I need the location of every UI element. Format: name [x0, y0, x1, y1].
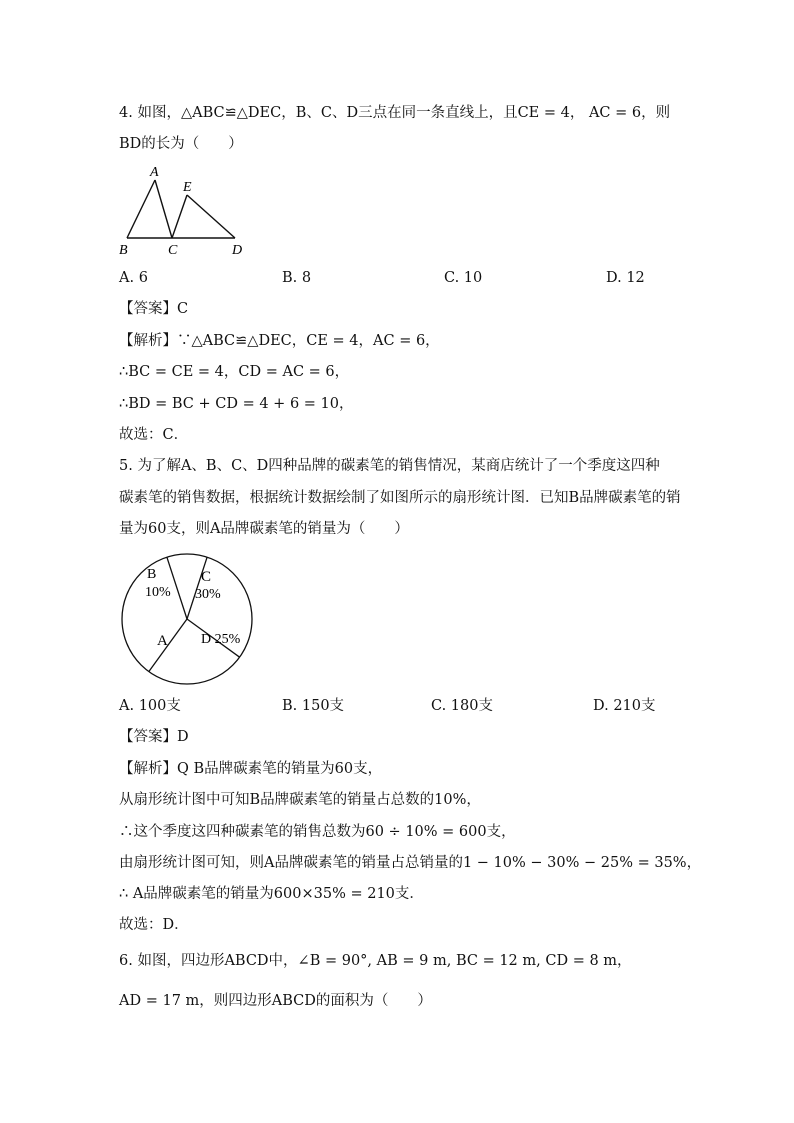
- q4-analysis-line2: ∴BC = CE = 4，CD = AC = 6，: [119, 364, 350, 380]
- q4-option-b: B. 8: [282, 270, 312, 286]
- q4-triangle-figure: [115, 160, 255, 260]
- q5-analysis-line4: 由扇形统计图可知，则A品牌碳素笔的销量占总销量的1 − 10% − 30% − 25% = 35%，: [119, 855, 702, 871]
- q4-stem-line1: 4. 如图，△ABC≌△DEC，B、C、D三点在同一条直线上，且CE = 4， AC = 6，则: [119, 105, 671, 121]
- pie-label-c: C: [201, 569, 212, 585]
- q5-analysis-line2: 从扇形统计图中可知B品牌碳素笔的销量占总数的10%，: [119, 792, 481, 808]
- q5-analysis-line5: ∴ A品牌碳素笔的销量为600×35% = 210支．: [119, 886, 424, 902]
- pie-label-b-pct: 10%: [145, 585, 171, 600]
- q4-option-d: D. 12: [606, 270, 645, 286]
- label-d: D: [232, 243, 243, 258]
- q4-option-c: C. 10: [444, 270, 483, 286]
- pie-label-a: A: [157, 633, 168, 649]
- label-b: B: [119, 243, 128, 258]
- label-e: E: [183, 180, 192, 195]
- pie-chart: [115, 550, 265, 690]
- q4-stem-line2: BD的长为（ ）: [119, 136, 243, 152]
- q5-analysis-line3: ∴这个季度这四种碳素笔的销售总数为60 ÷ 10% = 600支，: [119, 824, 516, 840]
- q4-analysis-line3: ∴BD = BC + CD = 4 + 6 = 10，: [119, 396, 354, 412]
- pie-label-d: D 25%: [201, 632, 241, 647]
- label-a: A: [150, 165, 159, 180]
- q5-option-a: A. 100支: [119, 698, 181, 714]
- pie-divider-a: [149, 619, 187, 672]
- q5-stem-line1: 5. 为了解A、B、C、D四种品牌的碳素笔的销售情况，某商店统计了一个季度这四种: [119, 458, 660, 474]
- segment-ac: [155, 180, 172, 238]
- q5-option-c: C. 180支: [431, 698, 493, 714]
- q4-answer: 【答案】C: [119, 301, 189, 317]
- q4-option-a: A. 6: [119, 270, 148, 286]
- segment-ce: [172, 195, 187, 238]
- segment-ed: [187, 195, 235, 238]
- q5-analysis-line6: 故选：D．: [119, 917, 189, 933]
- q4-analysis-line1: 【解析】∵△ABC≌△DEC，CE = 4，AC = 6，: [119, 333, 440, 349]
- segment-ba: [127, 180, 155, 238]
- q5-stem-line2: 碳素笔的销售数据，根据统计数据绘制了如图所示的扇形统计图．已知B品牌碳素笔的销: [119, 490, 681, 506]
- pie-label-c-pct: 30%: [195, 587, 221, 602]
- q5-option-d: D. 210支: [593, 698, 656, 714]
- q5-stem-line3: 量为60支，则A品牌碳素笔的销量为（ ）: [119, 521, 409, 537]
- q5-answer: 【答案】D: [119, 729, 189, 745]
- label-c: C: [168, 243, 178, 258]
- q4-analysis-line4: 故选：C．: [119, 427, 189, 443]
- q6-stem-line1: 6. 如图，四边形ABCD中，∠B = 90°, AB = 9 m, BC = 12 m, CD = 8 m，: [119, 953, 632, 969]
- pie-label-b: B: [147, 567, 157, 582]
- q5-option-b: B. 150支: [282, 698, 345, 714]
- q6-stem-line2: AD = 17 m，则四边形ABCD的面积为（ ）: [119, 993, 432, 1009]
- q5-analysis-line1: 【解析】Q B品牌碳素笔的销量为60支，: [119, 761, 383, 777]
